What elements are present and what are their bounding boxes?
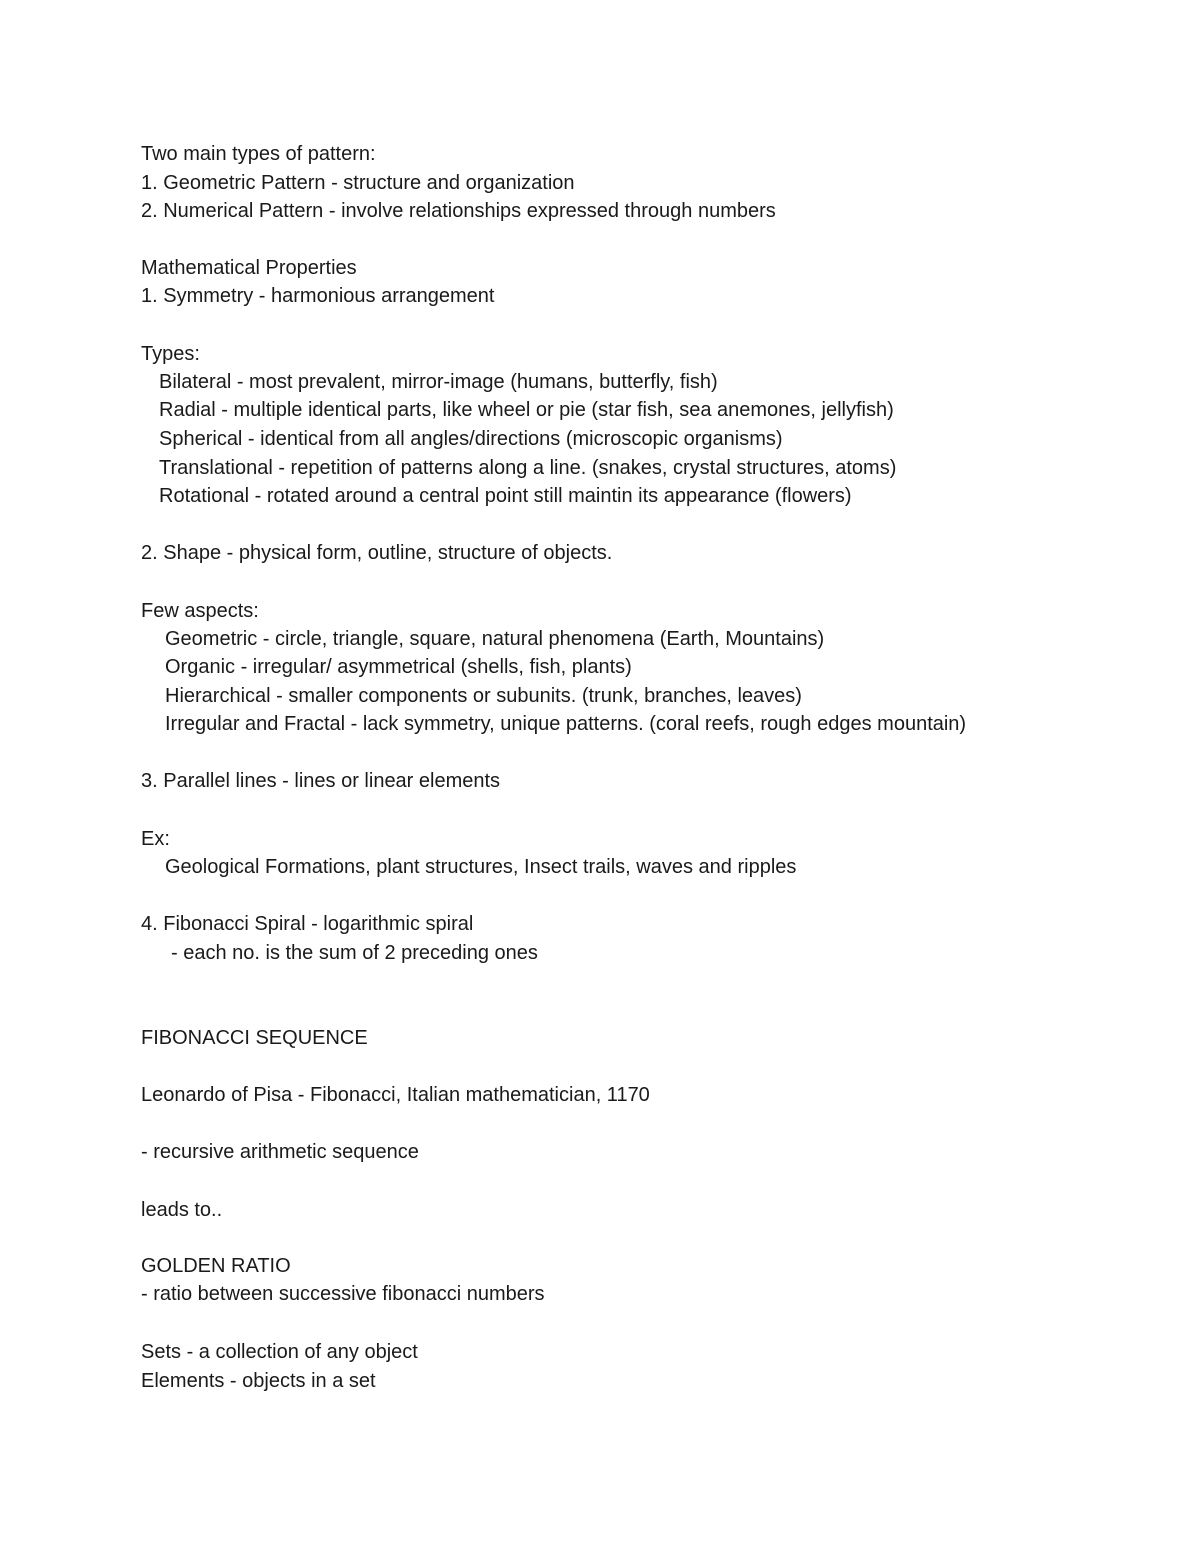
ex-items: Geological Formations, plant structures, Insect trails, waves and ripples [165,856,797,878]
property-symmetry: 1. Symmetry - harmonious arrangement [141,285,495,307]
leads-to-line: leads to.. [141,1199,223,1221]
sets-definition: Sets - a collection of any object [141,1341,418,1363]
aspects-heading: Few aspects: [141,600,259,622]
symmetry-type: Bilateral - most prevalent, mirror-image (humans, butterfly, fish) [159,371,718,393]
shape-aspect: Geometric - circle, triangle, square, natural phenomena (Earth, Mountains) [165,628,825,650]
shape-aspect: Irregular and Fractal - lack symmetry, unique patterns. (coral reefs, rough edges mountain) [165,713,967,735]
patterns-heading: Two main types of pattern: [141,143,376,165]
symmetry-type: Spherical - identical from all angles/directions (microscopic organisms) [159,428,783,450]
symmetry-type: Translational - repetition of patterns along a line. (snakes, crystal structures, atoms) [159,457,897,479]
properties-heading: Mathematical Properties [141,257,357,279]
symmetry-type: Rotational - rotated around a central point still maintin its appearance (flowers) [159,485,852,507]
ex-heading: Ex: [141,828,170,850]
leonardo-line: Leonardo of Pisa - Fibonacci, Italian mathematician, 1170 [141,1084,650,1106]
fibonacci-spiral-note: - each no. is the sum of 2 preceding ones [171,942,538,964]
property-shape: 2. Shape - physical form, outline, structure of objects. [141,542,613,564]
recursive-line: - recursive arithmetic sequence [141,1141,419,1163]
shape-aspect: Hierarchical - smaller components or subunits. (trunk, branches, leaves) [165,685,802,707]
golden-ratio-definition: - ratio between successive fibonacci numbers [141,1283,545,1305]
symmetry-type: Radial - multiple identical parts, like wheel or pie (star fish, sea anemones, jellyfish) [159,399,894,421]
fibonacci-sequence-heading: FIBONACCI SEQUENCE [141,1027,368,1049]
pattern-item: 2. Numerical Pattern - involve relationships expressed through numbers [141,200,776,222]
elements-definition: Elements - objects in a set [141,1370,376,1392]
shape-aspect: Organic - irregular/ asymmetrical (shells, fish, plants) [165,656,632,678]
pattern-item: 1. Geometric Pattern - structure and organization [141,172,575,194]
golden-ratio-heading: GOLDEN RATIO [141,1255,291,1277]
types-heading: Types: [141,343,200,365]
property-parallel-lines: 3. Parallel lines - lines or linear elements [141,770,501,792]
property-fibonacci-spiral: 4. Fibonacci Spiral - logarithmic spiral [141,913,474,935]
